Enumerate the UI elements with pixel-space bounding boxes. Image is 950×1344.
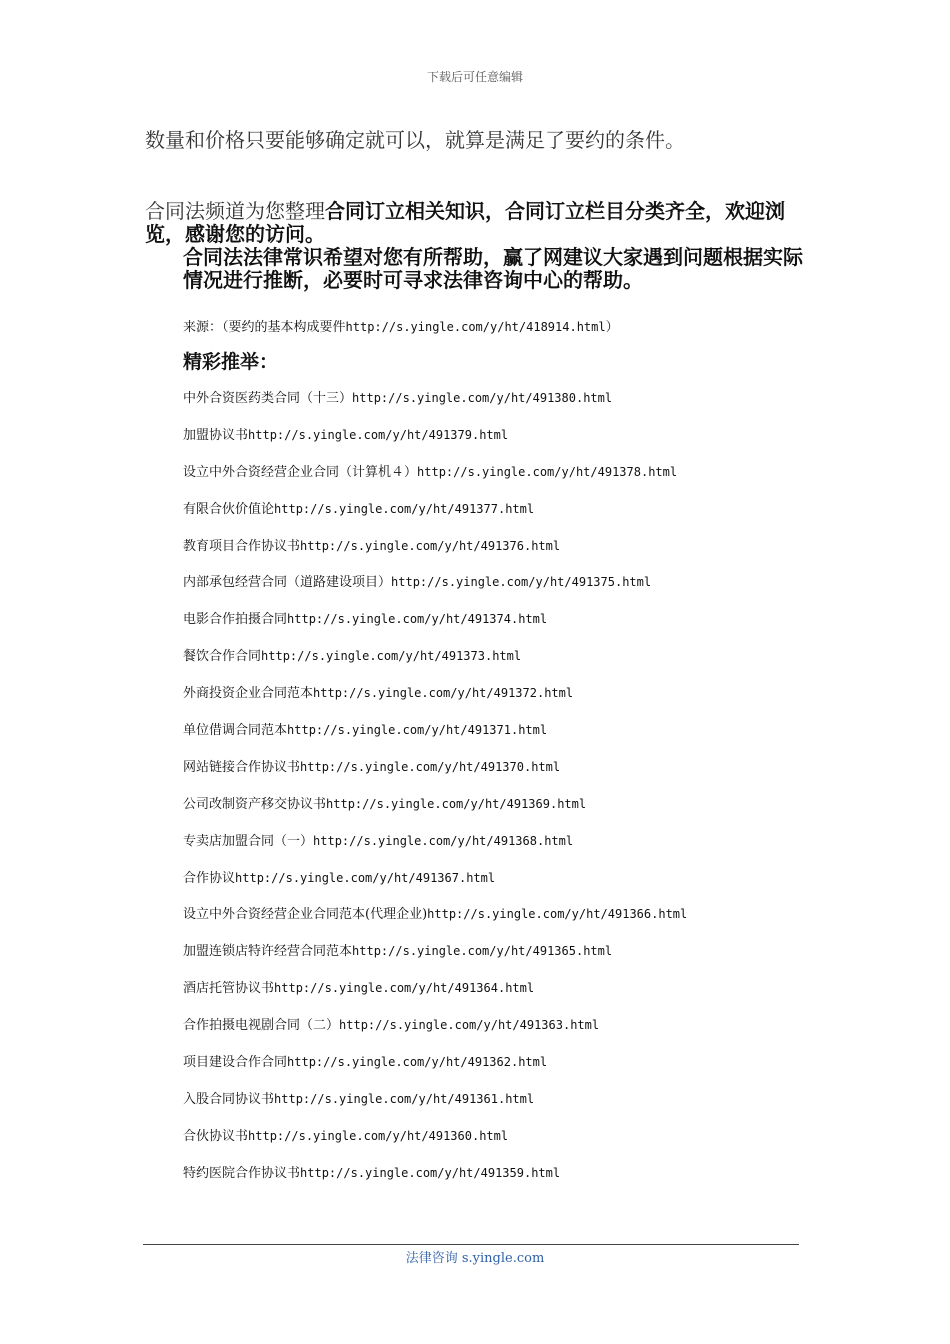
link-title: 网站链接合作协议书 <box>183 759 301 775</box>
link-title: 电影合作拍摄合同 <box>183 612 288 628</box>
link-url[interactable]: http://s.yingle.com/y/ht/491378.html <box>417 464 678 479</box>
list-item[interactable] <box>183 1090 823 1127</box>
link-title: 餐饮合作合同 <box>183 649 262 665</box>
list-item[interactable] <box>183 1053 823 1090</box>
list-item[interactable] <box>183 463 823 500</box>
list-item[interactable] <box>183 647 823 684</box>
link-title: 中外合资医药类合同（十三） <box>183 391 353 406</box>
intro-bold-2: 合同法法律常识希望对您有所帮助，赢了网建议大家遇到问题根据实际情况进行推断，必要时可寻求法律咨询中心的帮助。 <box>183 245 803 292</box>
intro-lead: 合同法频道为您整理 <box>145 199 325 223</box>
link-title: 教育项目合作协议书 <box>183 538 301 554</box>
link-url[interactable]: http://s.yingle.com/y/ht/491360.html <box>248 1128 509 1143</box>
recommend-heading: 精彩推举： <box>183 351 279 373</box>
link-url[interactable]: http://s.yingle.com/y/ht/491375.html <box>391 575 652 590</box>
link-url[interactable]: http://s.yingle.com/y/ht/491367.html <box>235 870 496 885</box>
list-item[interactable] <box>183 758 823 795</box>
link-url[interactable]: http://s.yingle.com/y/ht/491364.html <box>274 981 535 996</box>
list-item[interactable] <box>183 1016 823 1053</box>
intro-line-2 <box>145 246 810 292</box>
link-url[interactable]: http://s.yingle.com/y/ht/491361.html <box>274 1091 535 1106</box>
link-title: 项目建设合作合同 <box>183 1055 288 1071</box>
link-url[interactable]: http://s.yingle.com/y/ht/491374.html <box>287 612 548 627</box>
list-item[interactable] <box>183 537 823 574</box>
source-suffix: ） <box>605 320 619 335</box>
list-item[interactable] <box>183 942 823 979</box>
list-item[interactable] <box>183 905 823 942</box>
link-title: 设立中外合资经营企业合同（计算机４） <box>183 464 418 480</box>
list-item[interactable] <box>183 1164 823 1201</box>
footer-divider <box>143 1244 799 1245</box>
link-title: 公司改制资产移交协议书 <box>183 796 327 812</box>
link-title: 特约医院合作协议书 <box>183 1165 301 1181</box>
list-item[interactable] <box>183 573 823 610</box>
link-url[interactable]: http://s.yingle.com/y/ht/491380.html <box>352 391 613 405</box>
page-header: 下载后可任意编辑 <box>426 70 523 84</box>
source-line <box>183 316 619 335</box>
link-title: 外商投资企业合同范本 <box>183 686 314 702</box>
intro-line-1 <box>145 200 810 246</box>
link-title: 酒店托管协议书 <box>183 981 275 997</box>
link-title: 加盟连锁店特许经营合同范本 <box>183 944 353 960</box>
link-url[interactable]: http://s.yingle.com/y/ht/491379.html <box>248 427 509 442</box>
link-url[interactable]: http://s.yingle.com/y/ht/491370.html <box>300 759 561 774</box>
intro-bold-1: 合同订立相关知识，合同订立栏目分类齐全，欢迎浏览，感谢您的访问。 <box>145 199 785 246</box>
link-title: 设立中外合资经营企业合同范本(代理企业) <box>183 907 428 923</box>
link-url[interactable]: http://s.yingle.com/y/ht/491369.html <box>326 796 587 811</box>
list-item[interactable] <box>183 721 823 758</box>
link-title: 内部承包经营合同（道路建设项目） <box>183 575 392 591</box>
link-title: 合作拍摄电视剧合同（二） <box>183 1018 340 1034</box>
link-title: 合伙协议书 <box>183 1128 249 1144</box>
link-url[interactable]: http://s.yingle.com/y/ht/491372.html <box>313 686 574 701</box>
list-item[interactable] <box>183 795 823 832</box>
recommend-list <box>183 389 823 1201</box>
link-url[interactable]: http://s.yingle.com/y/ht/491362.html <box>287 1055 548 1070</box>
link-url[interactable]: http://s.yingle.com/y/ht/491368.html <box>313 833 574 848</box>
list-item[interactable] <box>183 426 823 463</box>
link-url[interactable]: http://s.yingle.com/y/ht/491371.html <box>287 723 548 738</box>
list-item[interactable] <box>183 684 823 721</box>
link-title: 入股合同协议书 <box>183 1091 275 1107</box>
body-paragraph: 数量和价格只要能够确定就可以，就算是满足了要约的条件。 <box>145 128 685 152</box>
list-item[interactable] <box>183 869 823 906</box>
list-item[interactable] <box>183 979 823 1016</box>
link-title: 加盟协议书 <box>183 427 249 443</box>
source-link[interactable]: http://s.yingle.com/y/ht/418914.html <box>345 320 606 334</box>
link-title: 单位借调合同范本 <box>183 723 288 739</box>
link-url[interactable]: http://s.yingle.com/y/ht/491366.html <box>427 907 688 922</box>
list-item[interactable] <box>183 389 823 426</box>
list-item[interactable] <box>183 500 823 537</box>
page-footer[interactable]: 法律咨询 s.yingle.com <box>405 1251 545 1266</box>
link-title: 有限合伙价值论 <box>183 501 275 517</box>
list-item[interactable] <box>183 610 823 647</box>
source-prefix: 来源：（要约的基本构成要件 <box>183 320 346 335</box>
link-url[interactable]: http://s.yingle.com/y/ht/491376.html <box>300 538 561 553</box>
intro-block <box>145 200 810 292</box>
link-url[interactable]: http://s.yingle.com/y/ht/491373.html <box>261 649 522 664</box>
list-item[interactable] <box>183 1127 823 1164</box>
link-url[interactable]: http://s.yingle.com/y/ht/491365.html <box>352 944 613 959</box>
link-url[interactable]: http://s.yingle.com/y/ht/491359.html <box>300 1165 561 1180</box>
link-title: 专卖店加盟合同（一） <box>183 833 314 849</box>
link-url[interactable]: http://s.yingle.com/y/ht/491377.html <box>274 501 535 516</box>
link-title: 合作协议 <box>183 870 236 886</box>
link-url[interactable]: http://s.yingle.com/y/ht/491363.html <box>339 1018 600 1033</box>
list-item[interactable] <box>183 832 823 869</box>
